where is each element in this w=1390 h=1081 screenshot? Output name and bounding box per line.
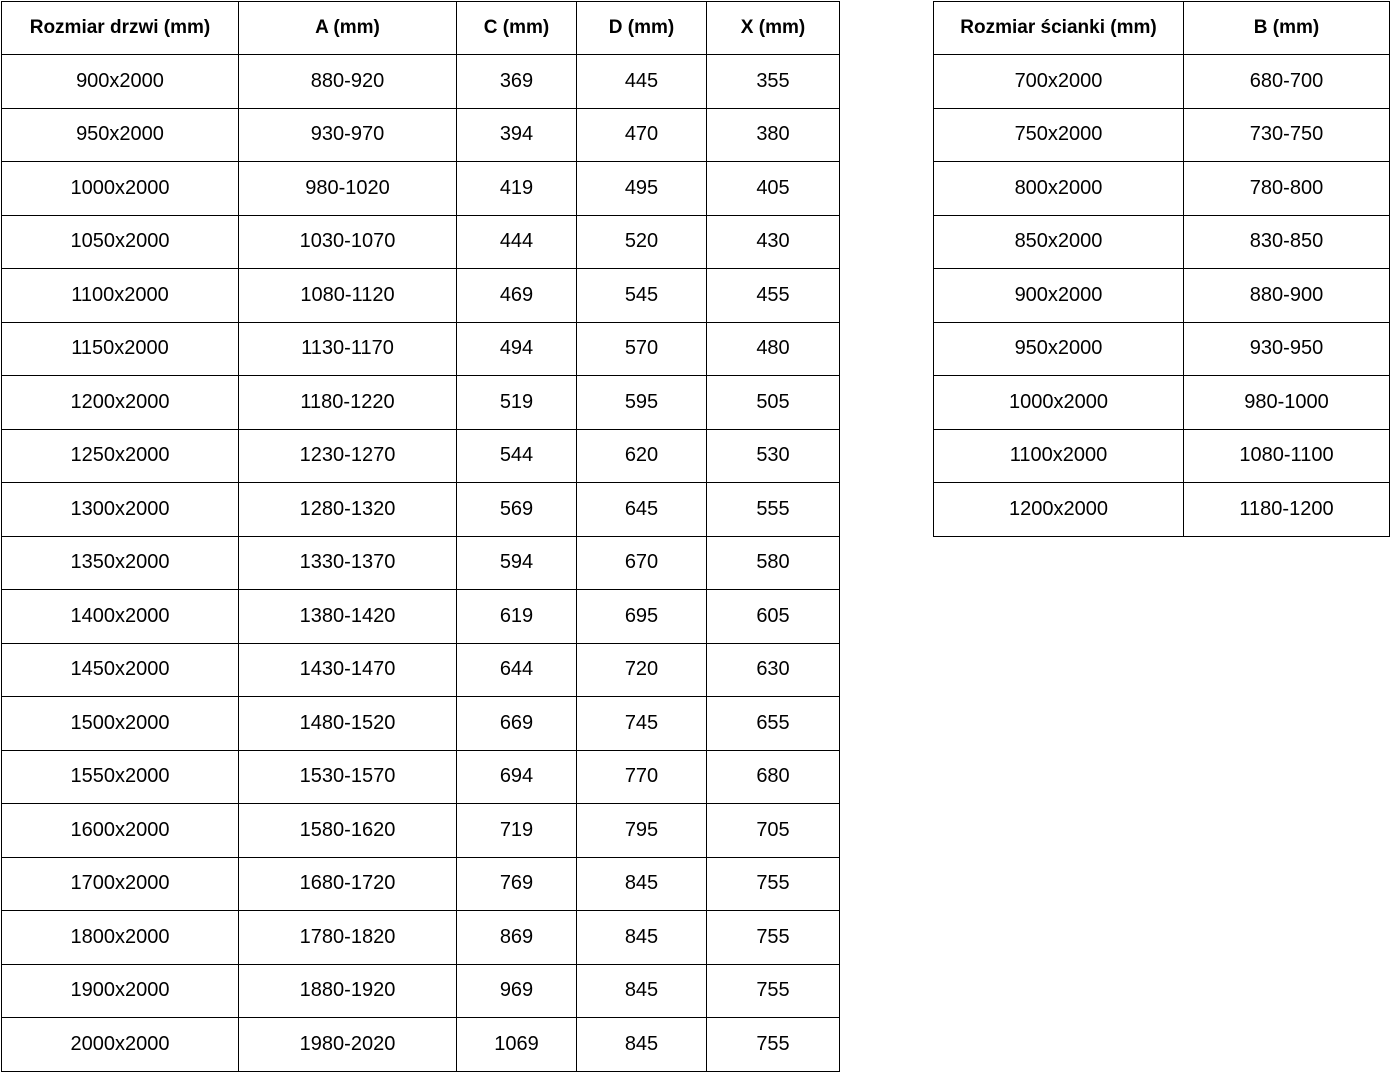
cell-door-size: 1550x2000: [2, 750, 239, 804]
cell-c: 469: [457, 269, 577, 323]
column-header-d: D (mm): [577, 2, 707, 55]
cell-c: 719: [457, 804, 577, 858]
cell-x: 755: [707, 911, 840, 965]
table-row: [2, 108, 840, 162]
cell-wall-size: 950x2000: [934, 322, 1184, 376]
cell-wall-size: 850x2000: [934, 215, 1184, 269]
cell-b: 980-1000: [1184, 376, 1390, 430]
cell-x: 605: [707, 590, 840, 644]
table-row: [2, 55, 840, 109]
cell-a: 1280-1320: [239, 483, 457, 537]
cell-b: 780-800: [1184, 162, 1390, 216]
table-row: [2, 750, 840, 804]
table-row: [934, 483, 1390, 537]
table-row: [934, 215, 1390, 269]
table-row: [2, 483, 840, 537]
cell-door-size: 1800x2000: [2, 911, 239, 965]
cell-a: 1430-1470: [239, 643, 457, 697]
cell-x: 630: [707, 643, 840, 697]
cell-b: 880-900: [1184, 269, 1390, 323]
cell-d: 620: [577, 429, 707, 483]
cell-x: 555: [707, 483, 840, 537]
column-header-door-size: Rozmiar drzwi (mm): [2, 2, 239, 55]
cell-c: 419: [457, 162, 577, 216]
cell-d: 545: [577, 269, 707, 323]
table-row: [2, 643, 840, 697]
cell-a: 1130-1170: [239, 322, 457, 376]
cell-d: 695: [577, 590, 707, 644]
cell-d: 670: [577, 536, 707, 590]
cell-x: 705: [707, 804, 840, 858]
cell-c: 669: [457, 697, 577, 751]
cell-door-size: 1150x2000: [2, 322, 239, 376]
table-row: [934, 269, 1390, 323]
table-row: [934, 376, 1390, 430]
cell-a: 1980-2020: [239, 1018, 457, 1072]
cell-b: 1180-1200: [1184, 483, 1390, 537]
table-row: [2, 429, 840, 483]
column-header-c: C (mm): [457, 2, 577, 55]
cell-c: 444: [457, 215, 577, 269]
cell-d: 470: [577, 108, 707, 162]
cell-a: 1680-1720: [239, 857, 457, 911]
cell-c: 494: [457, 322, 577, 376]
table-row: [934, 322, 1390, 376]
cell-wall-size: 1000x2000: [934, 376, 1184, 430]
cell-b: 1080-1100: [1184, 429, 1390, 483]
cell-door-size: 1300x2000: [2, 483, 239, 537]
cell-door-size: 1700x2000: [2, 857, 239, 911]
cell-b: 830-850: [1184, 215, 1390, 269]
cell-door-size: 1900x2000: [2, 964, 239, 1018]
cell-x: 355: [707, 55, 840, 109]
cell-wall-size: 700x2000: [934, 55, 1184, 109]
table-row: [2, 964, 840, 1018]
cell-c: 544: [457, 429, 577, 483]
cell-d: 845: [577, 1018, 707, 1072]
cell-b: 680-700: [1184, 55, 1390, 109]
cell-x: 455: [707, 269, 840, 323]
cell-c: 619: [457, 590, 577, 644]
cell-door-size: 1450x2000: [2, 643, 239, 697]
cell-a: 1780-1820: [239, 911, 457, 965]
cell-c: 569: [457, 483, 577, 537]
cell-x: 530: [707, 429, 840, 483]
cell-door-size: 2000x2000: [2, 1018, 239, 1072]
cell-x: 580: [707, 536, 840, 590]
cell-c: 394: [457, 108, 577, 162]
cell-a: 880-920: [239, 55, 457, 109]
cell-d: 570: [577, 322, 707, 376]
cell-b: 930-950: [1184, 322, 1390, 376]
cell-d: 520: [577, 215, 707, 269]
cell-x: 505: [707, 376, 840, 430]
cell-door-size: 1200x2000: [2, 376, 239, 430]
cell-d: 745: [577, 697, 707, 751]
cell-a: 1080-1120: [239, 269, 457, 323]
cell-d: 845: [577, 964, 707, 1018]
cell-door-size: 1100x2000: [2, 269, 239, 323]
cell-d: 720: [577, 643, 707, 697]
cell-door-size: 900x2000: [2, 55, 239, 109]
cell-door-size: 1400x2000: [2, 590, 239, 644]
cell-d: 495: [577, 162, 707, 216]
cell-door-size: 1050x2000: [2, 215, 239, 269]
table-row: [2, 590, 840, 644]
cell-a: 980-1020: [239, 162, 457, 216]
table-row: [934, 108, 1390, 162]
column-header-a: A (mm): [239, 2, 457, 55]
table-row: [2, 1018, 840, 1072]
cell-x: 430: [707, 215, 840, 269]
table-header-row: [2, 2, 840, 55]
cell-d: 845: [577, 857, 707, 911]
table-row: [934, 429, 1390, 483]
table-row: [2, 857, 840, 911]
cell-door-size: 1500x2000: [2, 697, 239, 751]
table-row: [2, 376, 840, 430]
cell-door-size: 1600x2000: [2, 804, 239, 858]
cell-a: 1580-1620: [239, 804, 457, 858]
table-row: [2, 911, 840, 965]
cell-d: 795: [577, 804, 707, 858]
table-row: [2, 215, 840, 269]
cell-a: 1480-1520: [239, 697, 457, 751]
cell-c: 644: [457, 643, 577, 697]
wall-dimensions-table: [933, 1, 1390, 537]
cell-x: 655: [707, 697, 840, 751]
cell-c: 769: [457, 857, 577, 911]
cell-c: 1069: [457, 1018, 577, 1072]
cell-wall-size: 750x2000: [934, 108, 1184, 162]
cell-door-size: 950x2000: [2, 108, 239, 162]
cell-a: 1380-1420: [239, 590, 457, 644]
cell-x: 755: [707, 857, 840, 911]
cell-x: 680: [707, 750, 840, 804]
cell-x: 380: [707, 108, 840, 162]
cell-a: 1880-1920: [239, 964, 457, 1018]
cell-wall-size: 1100x2000: [934, 429, 1184, 483]
table-header-row: [934, 2, 1390, 55]
table-row: [934, 162, 1390, 216]
cell-a: 1330-1370: [239, 536, 457, 590]
cell-a: 1180-1220: [239, 376, 457, 430]
table-row: [934, 55, 1390, 109]
table-row: [2, 162, 840, 216]
cell-a: 1030-1070: [239, 215, 457, 269]
cell-x: 755: [707, 1018, 840, 1072]
cell-door-size: 1000x2000: [2, 162, 239, 216]
cell-c: 369: [457, 55, 577, 109]
cell-door-size: 1350x2000: [2, 536, 239, 590]
table-row: [2, 269, 840, 323]
table-row: [2, 536, 840, 590]
cell-d: 770: [577, 750, 707, 804]
cell-wall-size: 900x2000: [934, 269, 1184, 323]
column-header-x: X (mm): [707, 2, 840, 55]
cell-c: 694: [457, 750, 577, 804]
column-header-wall-size: Rozmiar ścianki (mm): [934, 2, 1184, 55]
cell-c: 519: [457, 376, 577, 430]
door-dimensions-table: [1, 1, 840, 1072]
cell-d: 445: [577, 55, 707, 109]
cell-a: 1230-1270: [239, 429, 457, 483]
cell-b: 730-750: [1184, 108, 1390, 162]
cell-c: 869: [457, 911, 577, 965]
cell-c: 969: [457, 964, 577, 1018]
column-header-b: B (mm): [1184, 2, 1390, 55]
cell-d: 595: [577, 376, 707, 430]
cell-wall-size: 800x2000: [934, 162, 1184, 216]
table-row: [2, 804, 840, 858]
cell-c: 594: [457, 536, 577, 590]
table-row: [2, 322, 840, 376]
cell-x: 480: [707, 322, 840, 376]
cell-wall-size: 1200x2000: [934, 483, 1184, 537]
cell-a: 1530-1570: [239, 750, 457, 804]
cell-door-size: 1250x2000: [2, 429, 239, 483]
cell-d: 845: [577, 911, 707, 965]
cell-x: 755: [707, 964, 840, 1018]
cell-a: 930-970: [239, 108, 457, 162]
cell-d: 645: [577, 483, 707, 537]
cell-x: 405: [707, 162, 840, 216]
table-row: [2, 697, 840, 751]
